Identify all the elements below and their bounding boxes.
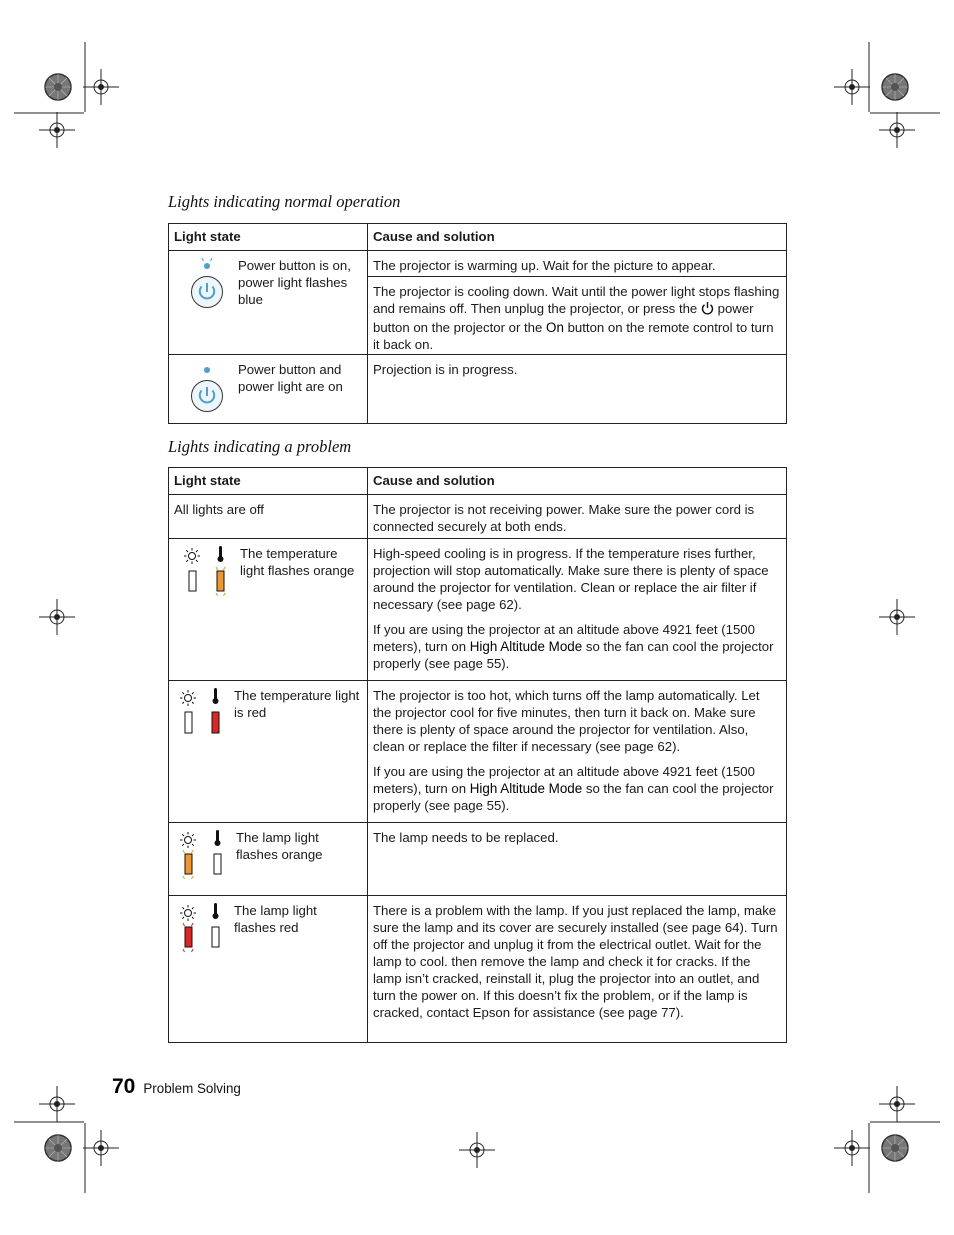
cause-cell bbox=[368, 539, 787, 681]
light-state-cell bbox=[169, 823, 368, 896]
cause-cell: Projection is in progress. bbox=[368, 355, 787, 424]
cause-text: so the fan can cool the projector properly (see page 55). bbox=[373, 639, 774, 671]
cause-cell: The lamp needs to be replaced. bbox=[368, 823, 787, 896]
light-state-text: The temperature light flashes orange bbox=[240, 546, 355, 578]
table-row bbox=[169, 495, 787, 539]
light-state-text: The lamp light flashes orange bbox=[236, 830, 323, 862]
cause-text: button on the remote control to turn it back on. bbox=[373, 320, 774, 352]
footer-section-title: Problem Solving bbox=[143, 1081, 241, 1096]
table-row bbox=[169, 681, 787, 823]
section-heading-normal: Lights indicating normal operation bbox=[168, 192, 401, 211]
high-altitude-mode-label: High Altitude Mode bbox=[469, 781, 583, 796]
cause-paragraph: The projector is too hot, which turns off the lamp automatically. Let the projector cool for five minutes, then turn it back on. Make sure there is plenty of space around the projector for ventilation. Also, clean or replace the filter if necessary (see page 62). bbox=[373, 688, 760, 754]
light-state-cell bbox=[169, 681, 368, 823]
page-number: 70 bbox=[112, 1075, 136, 1098]
light-state-cell: All lights are off bbox=[169, 495, 368, 539]
power-symbol-icon bbox=[701, 301, 714, 319]
light-state-cell bbox=[169, 539, 368, 681]
light-state-cell bbox=[169, 896, 368, 1043]
lamp-light-flashing-red-icon bbox=[174, 902, 230, 960]
light-state-text: Power button is on, power light flashes blue bbox=[238, 258, 351, 307]
cause-text: so the fan can cool the projector properly (see page 55). bbox=[373, 781, 774, 813]
light-state-text: Power button and power light are on bbox=[238, 362, 343, 394]
temp-light-red-icon bbox=[174, 687, 230, 741]
cause-paragraph bbox=[373, 621, 781, 672]
table-row bbox=[169, 896, 787, 1043]
cause-cell bbox=[368, 681, 787, 823]
col-header-light-state: Light state bbox=[169, 224, 368, 251]
page-footer bbox=[112, 1075, 241, 1099]
problem-table bbox=[168, 467, 787, 1043]
power-button-flashing-blue-icon bbox=[174, 257, 234, 311]
cause-cell: The projector is warming up. Wait for the picture to appear. bbox=[368, 251, 787, 277]
light-state-cell bbox=[169, 251, 368, 355]
table-row bbox=[169, 539, 787, 681]
temp-light-flashing-orange-icon bbox=[174, 545, 236, 599]
table-row bbox=[169, 251, 787, 277]
light-state-text: The lamp light flashes red bbox=[234, 903, 317, 935]
cause-cell bbox=[368, 277, 787, 355]
cause-paragraph: High-speed cooling is in progress. If the temperature rises further, projection will stop automatically. Make sure there is plenty of space around the projector for ventilation. Clean or replace the air filter if necessary (see page 62). bbox=[373, 546, 769, 612]
cause-text: power button on the projector or the bbox=[373, 301, 754, 335]
table-header-row bbox=[169, 224, 787, 251]
high-altitude-mode-label: High Altitude Mode bbox=[469, 639, 583, 654]
col-header-cause: Cause and solution bbox=[368, 224, 787, 251]
col-header-light-state: Light state bbox=[169, 468, 368, 495]
cause-text: The projector is cooling down. Wait until the power light stops flashing and remains off. Then unplug the projector, or press the bbox=[373, 284, 780, 316]
light-state-cell bbox=[169, 355, 368, 424]
light-state-text: The temperature light is red bbox=[234, 688, 360, 720]
col-header-cause: Cause and solution bbox=[368, 468, 787, 495]
lamp-light-flashing-orange-icon bbox=[174, 829, 232, 887]
cause-text: If you are using the projector at an altitude above 4921 feet (1500 meters), turn on bbox=[373, 764, 755, 796]
on-button-label: On bbox=[546, 320, 564, 335]
table-header-row bbox=[169, 468, 787, 495]
cause-paragraph bbox=[373, 763, 781, 814]
table-row bbox=[169, 355, 787, 424]
power-button-steady-blue-icon bbox=[174, 361, 234, 415]
cause-cell: There is a problem with the lamp. If you just replaced the lamp, make sure the lamp and its cover are securely installed (see page 64). Turn off the projector and unplug it from the electrical outlet. Wait for the lamp to cool. then remove the lamp and check it for cracks. If the lamp isn’t cracked, reinstall it, plug the projector into an outlet, and turn the power on. If this doesn’t fix the problem, or if the lamp is cracked, contact Epson for assistance (see page 77). bbox=[368, 896, 787, 1043]
normal-operation-table bbox=[168, 223, 787, 424]
section-heading-problem: Lights indicating a problem bbox=[168, 437, 352, 456]
table-row bbox=[169, 823, 787, 896]
cause-cell: The projector is not receiving power. Make sure the power cord is connected securely at both ends. bbox=[368, 495, 787, 539]
cause-text: If you are using the projector at an altitude above 4921 feet (1500 meters), turn on bbox=[373, 622, 755, 654]
